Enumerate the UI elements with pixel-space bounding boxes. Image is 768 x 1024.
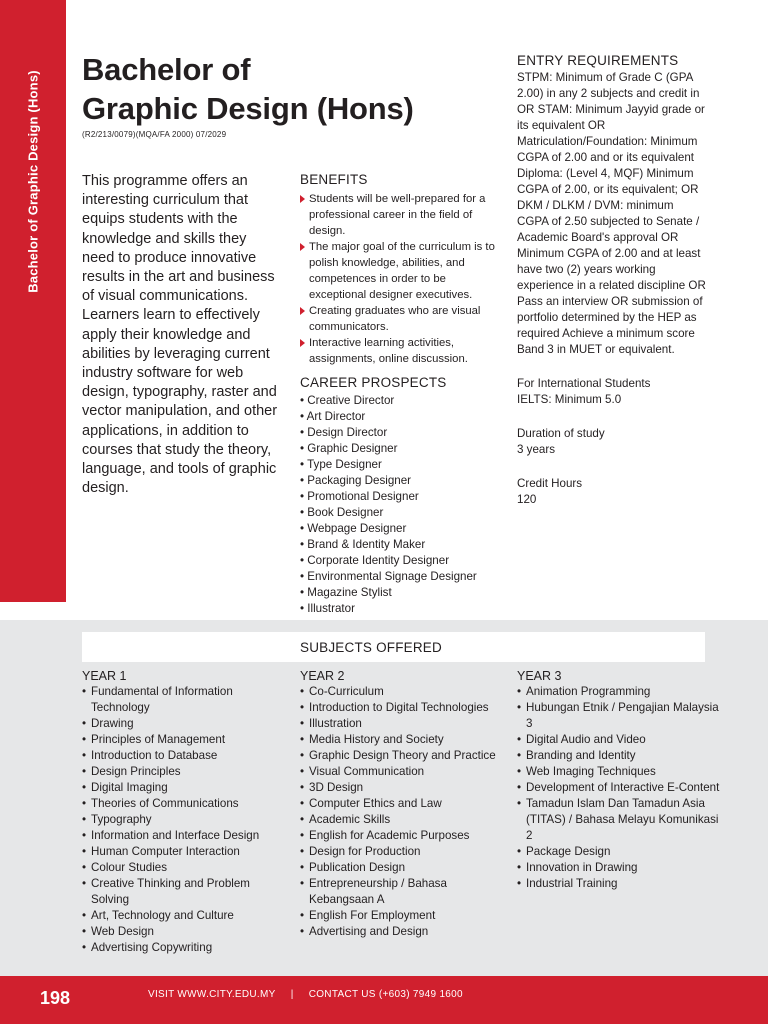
subject-item: • Branding and Identity: [517, 748, 722, 764]
subject-item: • Advertising Copywriting: [82, 940, 287, 956]
career-item: • Corporate Identity Designer: [300, 553, 500, 569]
career-heading: CAREER PROSPECTS: [300, 375, 447, 390]
benefit-item: The major goal of the curriculum is to polish knowledge, abilities, and competences in order to be exceptional designer executives.: [300, 239, 500, 303]
year-1-list: [82, 684, 287, 956]
subject-item: • Theories of Communications: [82, 796, 287, 812]
career-item: • Webpage Designer: [300, 521, 500, 537]
accreditation-code: (R2/213/0079)(MQA/FA 2000) 07/2029: [82, 130, 227, 139]
subject-item: • Design for Production: [300, 844, 505, 860]
subject-item: • Tamadun Islam Dan Tamadun Asia (TITAS) / Bahasa Melayu Komunikasi 2: [517, 796, 722, 844]
subject-item: • Media History and Society: [300, 732, 505, 748]
subjects-heading: SUBJECTS OFFERED: [300, 640, 442, 655]
footer-visit-link[interactable]: VISIT WWW.CITY.EDU.MY: [148, 989, 276, 1000]
subject-item: • Animation Programming: [517, 684, 722, 700]
subject-item: • Colour Studies: [82, 860, 287, 876]
year-1-heading: YEAR 1: [82, 669, 127, 683]
career-item: • Type Designer: [300, 457, 500, 473]
subject-item: • Design Principles: [82, 764, 287, 780]
subject-item: • Visual Communication: [300, 764, 505, 780]
career-item: • Graphic Designer: [300, 441, 500, 457]
career-item: • Art Director: [300, 409, 500, 425]
benefit-item: Students will be well-prepared for a professional career in the field of design.: [300, 191, 500, 239]
benefit-item: Creating graduates who are visual communicators.: [300, 303, 500, 335]
benefit-item: Interactive learning activities, assignments, online discussion.: [300, 335, 500, 367]
intro-paragraph: This programme offers an interesting curriculum that equips students with the knowledge and skills they need to produce innovative results in the art and business of visual communications. Learners learn to effectively apply their knowledge and abilities by leveraging current industry software for web design, typography, raster and vector manipulation, and other applications, in addition to courses that study the theory, language, and tools of graphic design.: [82, 173, 278, 497]
career-item: • Illustrator: [300, 601, 500, 617]
subject-item: • Computer Ethics and Law: [300, 796, 505, 812]
year-3-heading: YEAR 3: [517, 669, 562, 683]
benefits-list: [300, 191, 500, 367]
subject-item: • Typography: [82, 812, 287, 828]
career-item: • Book Designer: [300, 505, 500, 521]
subject-item: • 3D Design: [300, 780, 505, 796]
subject-item: • Information and Interface Design: [82, 828, 287, 844]
duration-label: Duration of study: [517, 427, 605, 440]
career-list: [300, 393, 500, 617]
page-title: [82, 50, 482, 128]
subject-item: • Hubungan Etnik / Pengajian Malaysia 3: [517, 700, 722, 732]
subject-item: • Graphic Design Theory and Practice: [300, 748, 505, 764]
career-item: • Brand & Identity Maker: [300, 537, 500, 553]
subject-item: • Entrepreneurship / Bahasa Kebangsaan A: [300, 876, 505, 908]
footer-separator: |: [290, 989, 294, 1000]
subject-item: • English For Employment: [300, 908, 505, 924]
benefits-heading: BENEFITS: [300, 172, 368, 187]
subject-item: • Development of Interactive E-Content: [517, 780, 722, 796]
year-1-column: [82, 668, 287, 956]
career-item: • Creative Director: [300, 393, 500, 409]
page-title-line-2: Graphic Design (Hons): [82, 91, 414, 126]
footer-contact-phone[interactable]: CONTACT US (+603) 7949 1600: [308, 989, 463, 1000]
career-item: • Promotional Designer: [300, 489, 500, 505]
subject-item: • Illustration: [300, 716, 505, 732]
credit-value: 120: [517, 493, 537, 506]
entry-heading: ENTRY REQUIREMENTS: [517, 53, 679, 68]
page-number: 198: [40, 988, 71, 1008]
subject-item: • Drawing: [82, 716, 287, 732]
subject-item: • Co-Curriculum: [300, 684, 505, 700]
subject-item: • Industrial Training: [517, 876, 722, 892]
subject-item: • Human Computer Interaction: [82, 844, 287, 860]
career-section: [300, 375, 500, 617]
footer-bar: [0, 976, 768, 1024]
entry-requirements: STPM: Minimum of Grade C (GPA 2.00) in any 2 subjects and credit in OR STAM: Minimum Jayyid grade or its equivalent OR Matriculation/Foundation: Minimum CGPA of 2.00 and or its equivalent Diploma: (Level 4, MQF) Minimum CGPA of 2.00, or its equivalent; OR DKM / DLKM / DVM: minimum CGPA of 2.50 subjected to Senate / Academic Board's approval OR Minimum CGPA of 2.00 and at least have two (2) years working experience in a related discipline OR Pass an interview OR submission of portfolio determined by the HEP as required Achieve a minimum score Band 3 in MUET or equivalent.: [517, 71, 706, 356]
subject-item: • Innovation in Drawing: [517, 860, 722, 876]
subject-item: • Introduction to Digital Technologies: [300, 700, 505, 716]
intl-label: For International Students: [517, 377, 651, 390]
subject-item: • Digital Audio and Video: [517, 732, 722, 748]
footer-contact: [148, 989, 463, 1000]
entry-section: [517, 53, 707, 508]
subject-item: • Introduction to Database: [82, 748, 287, 764]
career-item: • Packaging Designer: [300, 473, 500, 489]
subject-item: • Art, Technology and Culture: [82, 908, 287, 924]
career-item: • Magazine Stylist: [300, 585, 500, 601]
subject-item: • Principles of Management: [82, 732, 287, 748]
year-2-list: [300, 684, 505, 940]
side-label: Bachelor of Graphic Design (Hons): [25, 70, 41, 293]
subject-item: • Digital Imaging: [82, 780, 287, 796]
subject-item: • Publication Design: [300, 860, 505, 876]
credit-label: Credit Hours: [517, 477, 583, 490]
duration-value: 3 years: [517, 443, 556, 456]
subject-item: • Web Imaging Techniques: [517, 764, 722, 780]
subject-item: • Creative Thinking and Problem Solving: [82, 876, 287, 908]
year-3-column: [517, 668, 722, 892]
year-2-heading: YEAR 2: [300, 669, 345, 683]
subject-item: • Advertising and Design: [300, 924, 505, 940]
subject-item: • Web Design: [82, 924, 287, 940]
subject-item: • Academic Skills: [300, 812, 505, 828]
subject-item: • Fundamental of Information Technology: [82, 684, 287, 716]
career-item: • Environmental Signage Designer: [300, 569, 500, 585]
career-item: • Design Director: [300, 425, 500, 441]
page-title-line-1: Bachelor of: [82, 52, 251, 87]
subject-item: • English for Academic Purposes: [300, 828, 505, 844]
year-2-column: [300, 668, 505, 940]
year-3-list: [517, 684, 722, 892]
benefits-section: [300, 172, 500, 367]
intl-value: IELTS: Minimum 5.0: [517, 393, 622, 406]
subject-item: • Package Design: [517, 844, 722, 860]
